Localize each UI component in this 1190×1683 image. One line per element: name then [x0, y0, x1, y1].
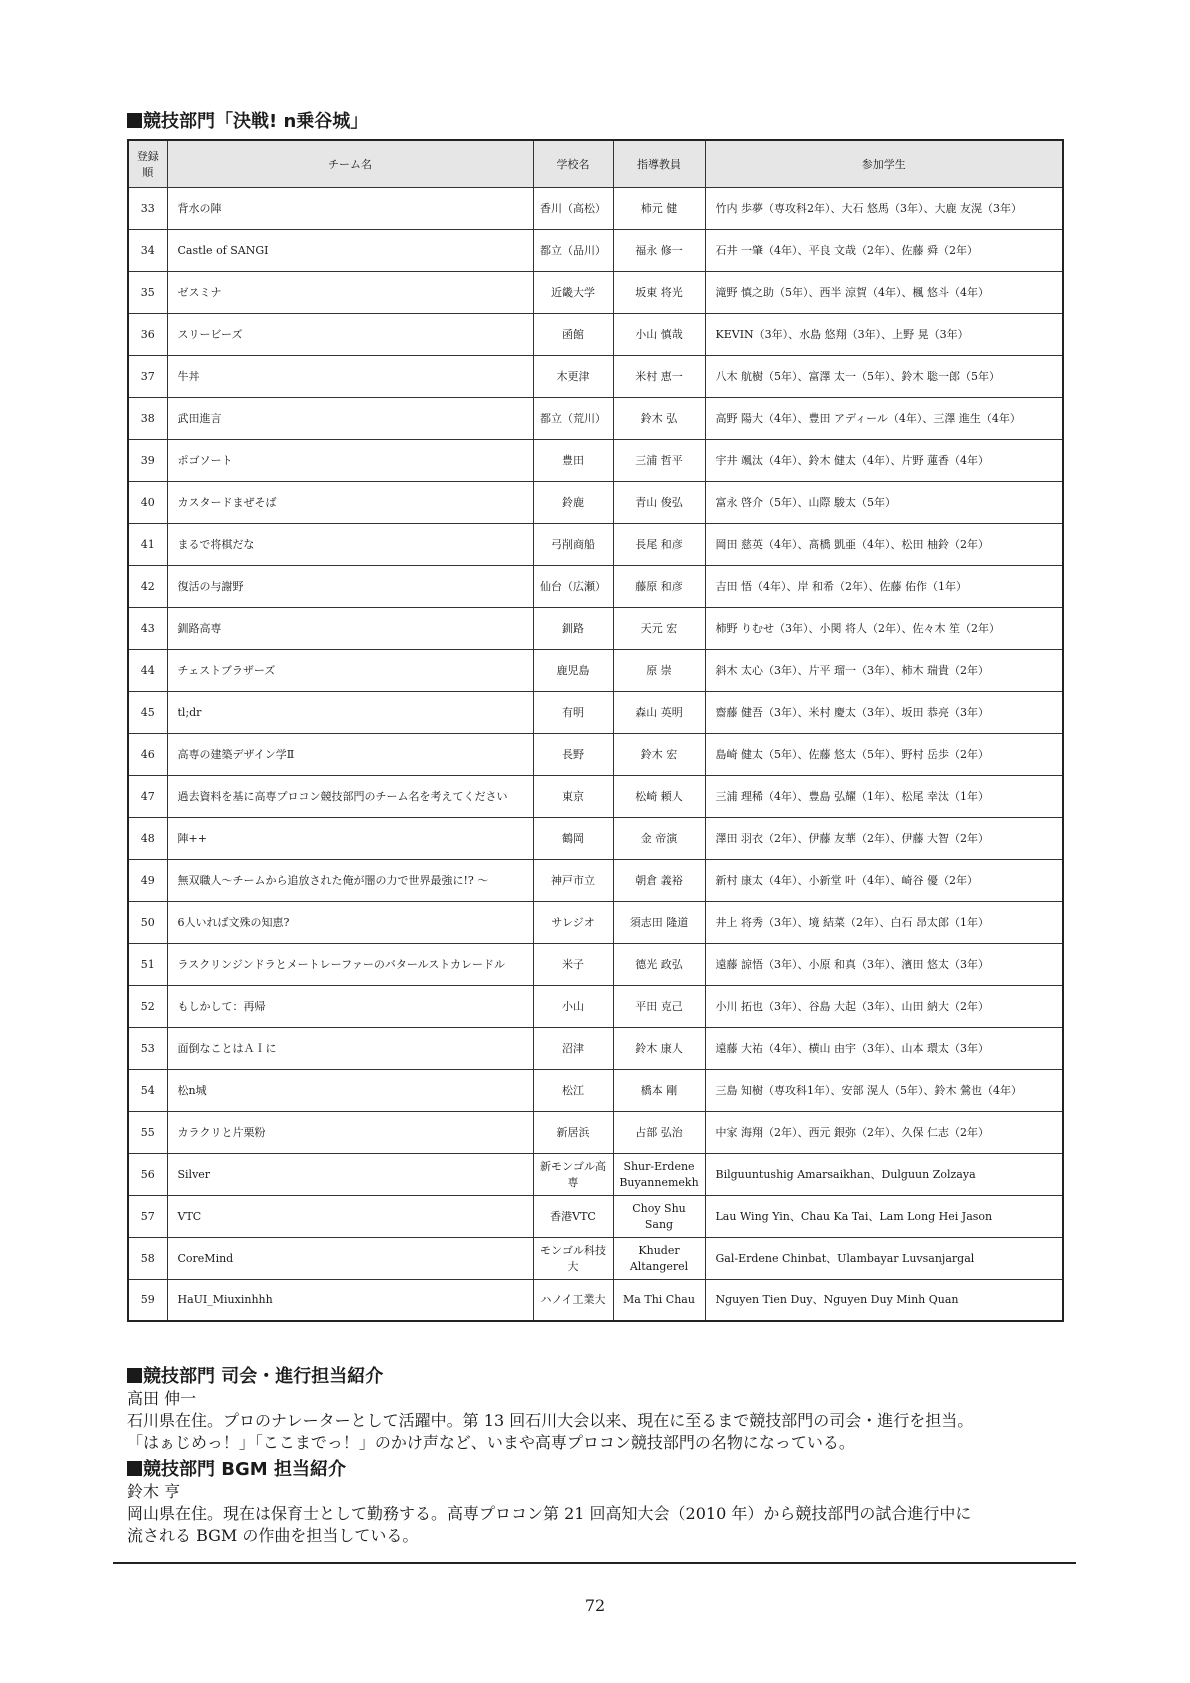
bgm-name: 鈴木 亨 — [127, 1482, 181, 1501]
school-cell: 神戸市立 — [533, 860, 613, 902]
advisor-cell: 金 帝演 — [613, 818, 705, 860]
advisor-cell: 小山 慎哉 — [613, 314, 705, 356]
team-cell: 復活の与謝野 — [167, 566, 533, 608]
order-cell: 49 — [128, 860, 167, 902]
emcee-name: 高田 伸一 — [127, 1389, 197, 1408]
students-cell: 斜木 太心（3年）、片平 瑠一（3年）、柿木 瑞貴（2年） — [705, 650, 1063, 692]
header-team: チーム名 — [167, 140, 533, 188]
advisor-cell: 須志田 隆道 — [613, 902, 705, 944]
bgm-line-2: 流される BGM の作曲を担当している。 — [127, 1526, 419, 1545]
order-cell: 56 — [128, 1154, 167, 1196]
team-cell: 牛丼 — [167, 356, 533, 398]
students-cell: KEVIN（3年）、水島 悠翔（3年）、上野 晃（3年） — [705, 314, 1063, 356]
team-cell: 松n城 — [167, 1070, 533, 1112]
team-cell: チェストブラザーズ — [167, 650, 533, 692]
team-cell: もしかして：再帰 — [167, 986, 533, 1028]
school-cell: 釧路 — [533, 608, 613, 650]
school-cell: 米子 — [533, 944, 613, 986]
advisor-cell: 福永 修一 — [613, 230, 705, 272]
school-cell: 鹿児島 — [533, 650, 613, 692]
advisor-cell: 原 崇 — [613, 650, 705, 692]
students-cell: Lau Wing Yin、Chau Ka Tai、Lam Long Hei Jason — [705, 1196, 1063, 1238]
page-number: 72 — [584, 1596, 606, 1615]
table-row — [128, 902, 1063, 944]
students-cell: 三島 知樹（専攻科1年）、安部 滉人（5年）、鈴木 鶯也（4年） — [705, 1070, 1063, 1112]
emcee-line-2: 「はぁじめっ！」「ここまでっ！」のかけ声など、いまや高専プロコン競技部門の名物になっている。 — [127, 1433, 855, 1452]
order-cell: 59 — [128, 1280, 167, 1322]
team-cell: 6人いれば文殊の知恵? — [167, 902, 533, 944]
square-bullet-icon — [127, 1368, 142, 1383]
table-row — [128, 524, 1063, 566]
team-cell: カラクリと片栗粉 — [167, 1112, 533, 1154]
team-cell: 過去資料を基に高専プロコン競技部門のチーム名を考えてください — [167, 776, 533, 818]
order-cell: 35 — [128, 272, 167, 314]
school-cell: 函館 — [533, 314, 613, 356]
school-cell: 東京 — [533, 776, 613, 818]
table-row — [128, 944, 1063, 986]
advisor-cell: Khuder Altangerel — [613, 1238, 705, 1280]
team-cell: tl;dr — [167, 692, 533, 734]
table-row — [128, 188, 1063, 230]
table-row — [128, 1112, 1063, 1154]
emcee-heading-text: 競技部門 司会・進行担当紹介 — [143, 1366, 384, 1387]
team-cell: 武田進言 — [167, 398, 533, 440]
advisor-cell: 藤原 和彦 — [613, 566, 705, 608]
order-cell: 54 — [128, 1070, 167, 1112]
students-cell: 岡田 慈英（4年）、髙橋 凱亜（4年）、松田 柚鈴（2年） — [705, 524, 1063, 566]
advisor-cell: Ma Thi Chau — [613, 1280, 705, 1322]
order-cell: 38 — [128, 398, 167, 440]
team-cell: 釧路高専 — [167, 608, 533, 650]
school-cell: 小山 — [533, 986, 613, 1028]
students-cell: Nguyen Tien Duy、Nguyen Duy Minh Quan — [705, 1280, 1063, 1322]
table-header-row — [128, 140, 1063, 188]
school-cell: モンゴル科技大 — [533, 1238, 613, 1280]
students-cell: 富永 啓介（5年）、山際 駿太（5年） — [705, 482, 1063, 524]
advisor-cell: 德光 政弘 — [613, 944, 705, 986]
school-cell: 松江 — [533, 1070, 613, 1112]
order-cell: 50 — [128, 902, 167, 944]
bgm-heading-text: 競技部門 BGM 担当紹介 — [143, 1459, 346, 1480]
school-cell: 都立（品川） — [533, 230, 613, 272]
table-row — [128, 818, 1063, 860]
team-cell: ラスクリンジンドラとメートレーファーのバタールストカレードル — [167, 944, 533, 986]
advisor-cell: 天元 宏 — [613, 608, 705, 650]
school-cell: 都立（荒川） — [533, 398, 613, 440]
team-cell: VTC — [167, 1196, 533, 1238]
team-cell: HaUI_Miuxinhhh — [167, 1280, 533, 1322]
emcee-heading — [127, 1367, 383, 1387]
advisor-cell: 鈴木 宏 — [613, 734, 705, 776]
advisor-cell: 占部 弘治 — [613, 1112, 705, 1154]
students-cell: 中家 海翔（2年）、西元 銀弥（2年）、久保 仁志（2年） — [705, 1112, 1063, 1154]
bgm-heading — [127, 1460, 346, 1480]
team-cell: Castle of SANGI — [167, 230, 533, 272]
table-row — [128, 650, 1063, 692]
order-cell: 42 — [128, 566, 167, 608]
order-cell: 33 — [128, 188, 167, 230]
advisor-cell: 長尾 和彦 — [613, 524, 705, 566]
students-cell: 小川 拓也（3年）、谷島 大起（3年）、山田 納大（2年） — [705, 986, 1063, 1028]
students-cell: 石井 一肇（4年）、平良 文哉（2年）、佐藤 舜（2年） — [705, 230, 1063, 272]
advisor-cell: 柿元 健 — [613, 188, 705, 230]
team-cell: カスタードまぜそば — [167, 482, 533, 524]
order-cell: 41 — [128, 524, 167, 566]
school-cell: ハノイ工業大 — [533, 1280, 613, 1322]
school-cell: 弓削商船 — [533, 524, 613, 566]
order-cell: 39 — [128, 440, 167, 482]
school-cell: 仙台（広瀬） — [533, 566, 613, 608]
order-cell: 37 — [128, 356, 167, 398]
team-cell: スリービーズ — [167, 314, 533, 356]
order-cell: 51 — [128, 944, 167, 986]
students-cell: 島崎 健太（5年）、佐藤 悠太（5年）、野村 岳歩（2年） — [705, 734, 1063, 776]
students-cell: 吉田 悟（4年）、岸 和希（2年）、佐藤 佑作（1年） — [705, 566, 1063, 608]
students-cell: 高野 陽大（4年）、豊田 アディール（4年）、三澤 進生（4年） — [705, 398, 1063, 440]
advisor-cell: 坂東 将光 — [613, 272, 705, 314]
order-cell: 34 — [128, 230, 167, 272]
school-cell: 新居浜 — [533, 1112, 613, 1154]
table-row — [128, 314, 1063, 356]
students-cell: 齋藤 健吾（3年）、米村 慶太（3年）、坂田 恭亮（3年） — [705, 692, 1063, 734]
school-cell: 沼津 — [533, 1028, 613, 1070]
students-cell: 遠藤 諒悟（3年）、小原 和真（3年）、濱田 悠太（3年） — [705, 944, 1063, 986]
advisor-cell: 鈴木 康人 — [613, 1028, 705, 1070]
students-cell: 井上 将秀（3年）、境 結菜（2年）、白石 昂太郎（1年） — [705, 902, 1063, 944]
bgm-line-1: 岡山県在住。現在は保育士として勤務する。高専プロコン第 21 回高知大会（2010 年）から競技部門の試合進行中に — [127, 1504, 972, 1523]
footer-rule — [113, 1562, 1076, 1564]
order-cell: 52 — [128, 986, 167, 1028]
order-cell: 43 — [128, 608, 167, 650]
title-text: 競技部門「決戦! n乗谷城」 — [143, 111, 369, 132]
table-row — [128, 1154, 1063, 1196]
advisor-cell: Shur-Erdene Buyannemekh — [613, 1154, 705, 1196]
header-students: 参加学生 — [705, 140, 1063, 188]
school-cell: 長野 — [533, 734, 613, 776]
header-advisor: 指導教員 — [613, 140, 705, 188]
table-row — [128, 272, 1063, 314]
team-cell: Silver — [167, 1154, 533, 1196]
students-cell: 遠藤 大祐（4年）、横山 由宇（3年）、山本 環太（3年） — [705, 1028, 1063, 1070]
order-cell: 53 — [128, 1028, 167, 1070]
students-cell: 八木 航樹（5年）、富澤 太一（5年）、鈴木 聡一郎（5年） — [705, 356, 1063, 398]
team-cell: 高専の建築デザイン学Ⅱ — [167, 734, 533, 776]
school-cell: 有明 — [533, 692, 613, 734]
team-cell: 背水の陣 — [167, 188, 533, 230]
emcee-line-1: 石川県在住。プロのナレーターとして活躍中。第 13 回石川大会以来、現在に至るまで競技部門の司会・進行を担当。 — [127, 1411, 974, 1430]
advisor-cell: 三浦 哲平 — [613, 440, 705, 482]
table-body — [128, 188, 1063, 1322]
advisor-cell: 米村 恵一 — [613, 356, 705, 398]
advisor-cell: 鈴木 弘 — [613, 398, 705, 440]
order-cell: 44 — [128, 650, 167, 692]
school-cell: 近畿大学 — [533, 272, 613, 314]
students-cell: 澤田 羽衣（2年）、伊藤 友華（2年）、伊藤 大智（2年） — [705, 818, 1063, 860]
advisor-cell: 松崎 頼人 — [613, 776, 705, 818]
team-cell: ポゴソート — [167, 440, 533, 482]
order-cell: 57 — [128, 1196, 167, 1238]
advisor-cell: 朝倉 義裕 — [613, 860, 705, 902]
table-row — [128, 440, 1063, 482]
table-row — [128, 482, 1063, 524]
school-cell: サレジオ — [533, 902, 613, 944]
team-cell: 無双職人～チームから追放された俺が闇の力で世界最強に!? ～ — [167, 860, 533, 902]
table-row — [128, 1028, 1063, 1070]
table-row — [128, 1238, 1063, 1280]
table-row — [128, 776, 1063, 818]
table-row — [128, 398, 1063, 440]
order-cell: 40 — [128, 482, 167, 524]
students-cell: 竹内 歩夢（専攻科2年）、大石 悠馬（3年）、大鹿 友滉（3年） — [705, 188, 1063, 230]
students-cell: 柿野 りむせ（3年）、小関 将人（2年）、佐々木 笙（2年） — [705, 608, 1063, 650]
advisor-cell: 青山 俊弘 — [613, 482, 705, 524]
order-cell: 36 — [128, 314, 167, 356]
table-row — [128, 734, 1063, 776]
advisor-cell: Choy Shu Sang — [613, 1196, 705, 1238]
school-cell: 豊田 — [533, 440, 613, 482]
table-row — [128, 1070, 1063, 1112]
school-cell: 新モンゴル高専 — [533, 1154, 613, 1196]
order-cell: 47 — [128, 776, 167, 818]
team-cell: まるで将棋だな — [167, 524, 533, 566]
square-bullet-icon — [127, 113, 142, 128]
students-cell: Bilguuntushig Amarsaikhan、Dulguun Zolzaya — [705, 1154, 1063, 1196]
square-bullet-icon — [127, 1461, 142, 1476]
team-cell: ゼスミナ — [167, 272, 533, 314]
students-cell: Gal-Erdene Chinbat、Ulambayar Luvsanjargal — [705, 1238, 1063, 1280]
team-cell: CoreMind — [167, 1238, 533, 1280]
order-cell: 46 — [128, 734, 167, 776]
table-row — [128, 692, 1063, 734]
school-cell: 木更津 — [533, 356, 613, 398]
students-cell: 新村 康太（4年）、小新堂 叶（4年）、崎谷 優（2年） — [705, 860, 1063, 902]
header-school: 学校名 — [533, 140, 613, 188]
table-row — [128, 1196, 1063, 1238]
school-cell: 香川（高松） — [533, 188, 613, 230]
header-order: 登録順 — [128, 140, 167, 188]
school-cell: 鶴岡 — [533, 818, 613, 860]
table-row — [128, 860, 1063, 902]
students-cell: 三浦 理稀（4年）、豊島 弘耀（1年）、松尾 幸汰（1年） — [705, 776, 1063, 818]
advisor-cell: 橋本 剛 — [613, 1070, 705, 1112]
table-row — [128, 566, 1063, 608]
students-cell: 宇井 颯汰（4年）、鈴木 健太（4年）、片野 蓮香（4年） — [705, 440, 1063, 482]
page-title — [127, 112, 368, 132]
team-cell: 面倒なことはＡＩに — [167, 1028, 533, 1070]
table-row — [128, 230, 1063, 272]
table-row — [128, 1280, 1063, 1322]
table-row — [128, 608, 1063, 650]
order-cell: 48 — [128, 818, 167, 860]
advisor-cell: 森山 英明 — [613, 692, 705, 734]
school-cell: 香港VTC — [533, 1196, 613, 1238]
order-cell: 58 — [128, 1238, 167, 1280]
advisor-cell: 平田 克己 — [613, 986, 705, 1028]
team-table — [127, 139, 1064, 1322]
order-cell: 45 — [128, 692, 167, 734]
order-cell: 55 — [128, 1112, 167, 1154]
school-cell: 鈴鹿 — [533, 482, 613, 524]
table-row — [128, 356, 1063, 398]
table-row — [128, 986, 1063, 1028]
team-cell: 陣++ — [167, 818, 533, 860]
students-cell: 滝野 慎之助（5年）、西半 涼賀（4年）、楓 悠斗（4年） — [705, 272, 1063, 314]
